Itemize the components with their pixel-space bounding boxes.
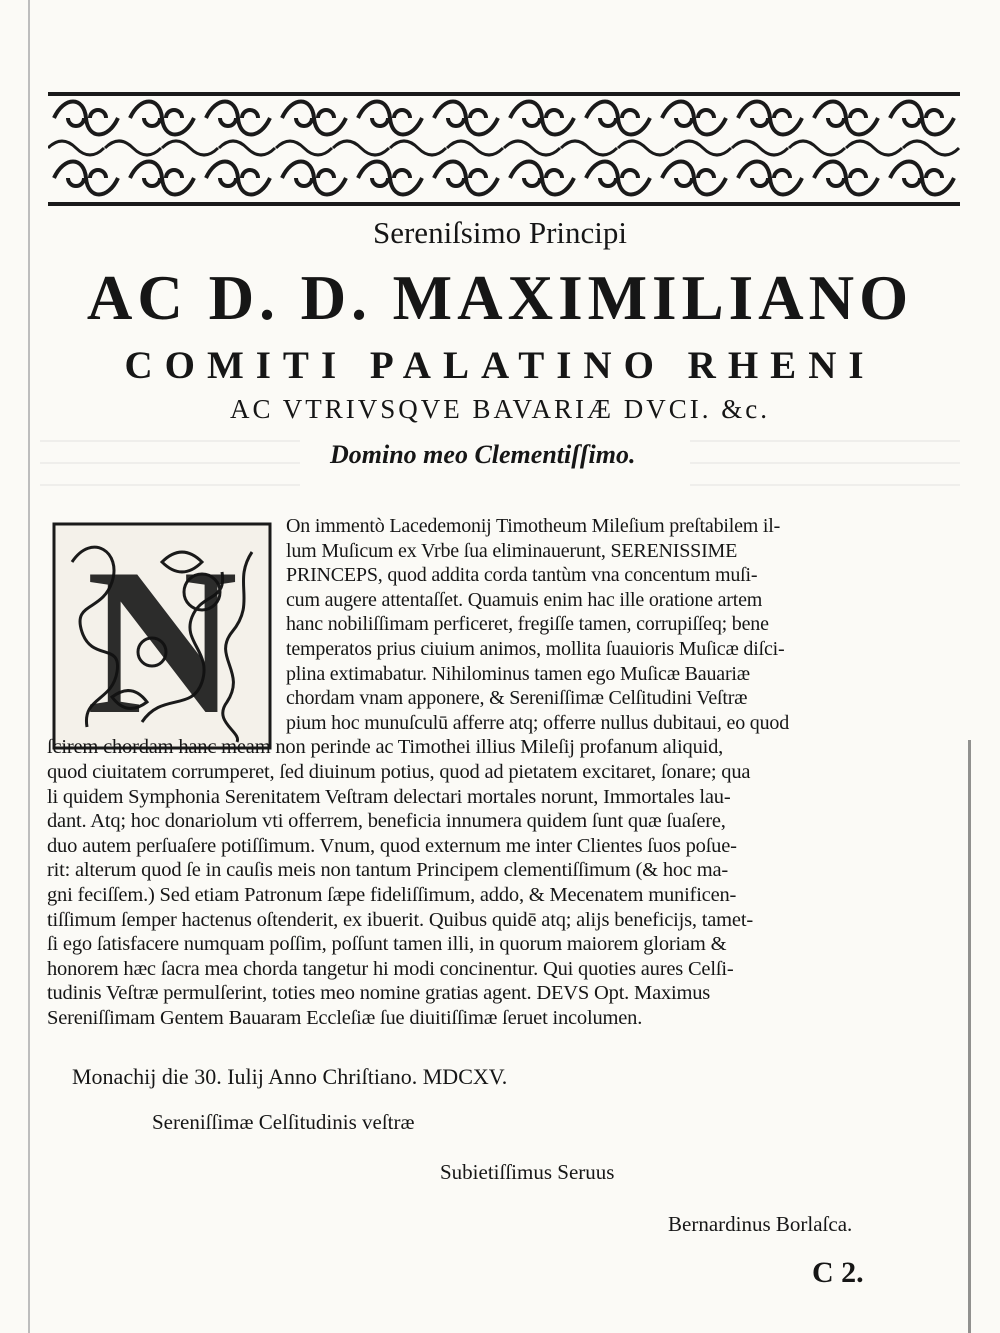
dateline: Monachij die 30. Iulij Anno Chriſtiano. MDCXV. [72, 1064, 508, 1089]
dedication-heading-line-1: Sereniſsimo Principi [372, 215, 627, 250]
page-edge-shadow [968, 740, 971, 1333]
dedication-salutation: Domino meo Clementiſſimo. [330, 440, 636, 469]
dedication-heading-duke: AC VTRIVSQVE BAVARIÆ DVCI. &c. [229, 394, 771, 424]
body-text-line: plina extimabatur. Nihilominus tamen ego Muſicæ Bauariæ [286, 662, 750, 685]
body-text-line: lum Muſicum ex Vrbe ſua eliminauerunt, SERENISSIME [286, 539, 738, 562]
signature-mark: C 2. [812, 1256, 864, 1289]
body-text-line: dant. Atq; hoc donariolum vti offerrem, beneficia innumera quidem ſunt quæ ſuaſere, [47, 810, 726, 833]
signature: Bernardinus Borlaſca. [668, 1212, 853, 1236]
body-text-line: honorem hæc ſacra mea chorda tangetur hi modi concinentur. Qui quoties aures Celſi- [47, 957, 734, 980]
body-text-line: gni feciſſem.) Sed etiam Patronum ſæpe fideliſſimum, addo, & Mecenatem munificen- [47, 884, 737, 906]
body-text-line: pium hoc munuſculū afferre atq; offerre nullus dubitaui, eo quod [286, 711, 789, 734]
body-text-line: Sereniſſimam Gentem Bauaram Eccleſiæ ſue diuitiſſimæ ſeruet incolumen. [47, 1007, 643, 1029]
ornamental-headpiece [48, 90, 960, 208]
body-text-line: hanc nobiliſſimam perficeret, fregiſſe tamen, corrupiſſeq; bene [286, 613, 769, 636]
bleed-through-shadow [40, 440, 300, 500]
body-text-line: cum augere attentaſſet. Quamuis enim hac ille oratione artem [286, 588, 763, 611]
closing-line-1: Sereniſſimæ Celſitudinis veſtræ [152, 1110, 415, 1134]
body-text-line: rit: alterum quod ſe in cauſis meis non tantum Principem clementiſſimum (& hoc ma- [47, 859, 729, 882]
ornament-band-graphic [48, 90, 960, 208]
body-text-line: tudinis Veſtræ permulſerint, toties meo nomine gratias agent. DEVS Opt. Maximus [47, 982, 711, 1005]
body-text-line: tiſſimum ſemper hactenus oſtenderit, ex ibuerit. Quibus quidē atq; alijs beneficijs, tamet- [47, 908, 753, 931]
body-text-line: duo autem perſuaſere potiſſimum. Vnum, quod externum me inter Clientes ſuos poſue- [47, 834, 737, 857]
body-text-line: temperatos prius ciuium animos, mollita ſuauioris Muſicæ diſci- [286, 638, 785, 660]
initial-woodcut-graphic [52, 522, 272, 750]
body-text-line: li quidem Symphonia Serenitatem Veſtram delectari mortales norunt, Immortales lau- [47, 785, 731, 808]
body-text-line: chordam vnam apponere, & Sereniſſimæ Celſitudini Veſtræ [286, 687, 748, 710]
bleed-through-shadow [690, 440, 960, 500]
body-text-line: PRINCEPS, quod addita corda tantùm vna concentum muſi- [286, 564, 758, 587]
dedication-heading-title: COMITI PALATINO RHENI [124, 344, 876, 387]
body-text-line: quod ciuitatem corrumperet, ſed diuinum potius, quod ad pietatem excitaret, ſonare; qua [47, 761, 751, 783]
decorated-initial [52, 522, 272, 750]
body-text-line: ſi ego ſatisfacere numquam poſſim, poſſunt tamen illi, in quorum maiorem gloriam & [47, 933, 727, 956]
dedication-heading-name: AC D. D. MAXIMILIANO [86, 263, 914, 333]
body-text-line: ſcirem chordam hanc meam non perinde ac Timothei illius Mileſij profanum aliquid, [47, 736, 724, 759]
binding-edge [28, 0, 30, 1333]
closing-line-2: Subietiſſimus Seruus [440, 1160, 615, 1184]
body-text-line: On immentò Lacedemonij Timotheum Mileſium preſtabilem il- [286, 515, 781, 537]
initial-letter-n: N [86, 526, 238, 750]
